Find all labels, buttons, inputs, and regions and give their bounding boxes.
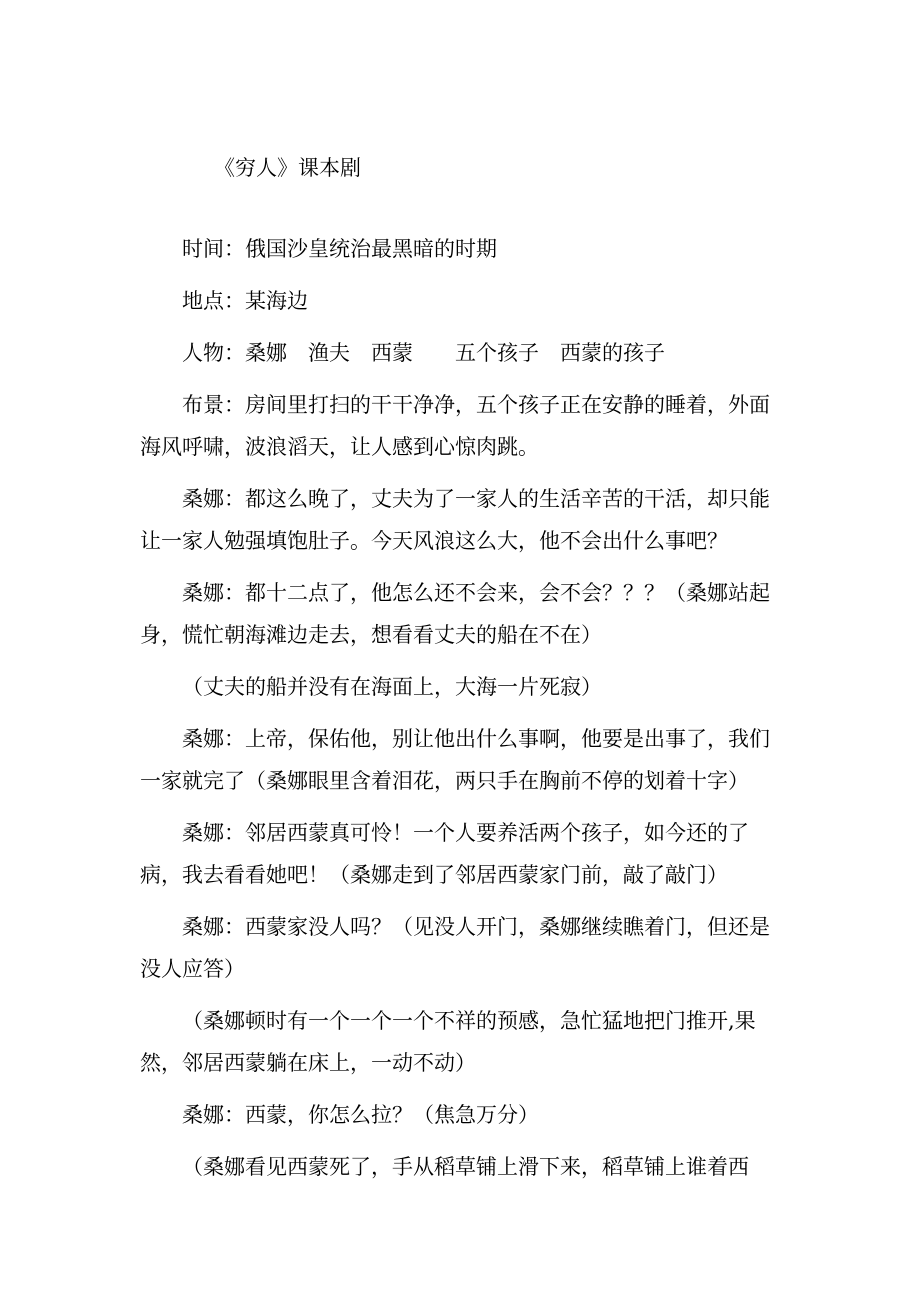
document-title: 《穷人》课本剧 <box>214 156 361 180</box>
paragraph: 桑娜：上帝，保佑他，别让他出什么事啊，他要是出事了，我们一家就完了（桑娜眼里含着泪花，两只手在胸前不停的划着十字） <box>140 727 770 793</box>
paragraph: 桑娜：都十二点了，他怎么还不会来，会不会？？？（桑娜站起身，慌忙朝海滩边走去，想看看丈夫的船在不在） <box>140 581 770 647</box>
paragraph: 桑娜：西蒙，你怎么拉？（焦急万分） <box>182 1103 539 1127</box>
paragraph-time: 时间：俄国沙皇统治最黑暗的时期 <box>182 237 497 261</box>
paragraph: 桑娜：都这么晚了，丈夫为了一家人的生活辛苦的干活，却只能让一家人勉强填饱肚子。今天风浪这么大，他不会出什么事吧？ <box>140 487 770 553</box>
paragraph: 桑娜：西蒙家没人吗？（见没人开门，桑娜继续瞧着门，但还是没人应答） <box>140 915 770 981</box>
paragraph: （丈夫的船并没有在海面上，大海一片死寂） <box>182 675 602 699</box>
paragraph-setting: 布景：房间里打扫的干干净净，五个孩子正在安静的睡着，外面海风呼啸，波浪滔天，让人感到心惊肉跳。 <box>140 393 770 459</box>
paragraph: （桑娜看见西蒙死了，手从稻草铺上滑下来，稻草铺上谁着西 <box>182 1155 749 1179</box>
paragraph: 桑娜：邻居西蒙真可怜！一个人要养活两个孩子，如今还的了病，我去看看她吧！（桑娜走到了邻居西蒙家门前，敲了敲门） <box>140 821 749 887</box>
document-body <box>140 228 780 1198</box>
paragraph-place: 地点：某海边 <box>182 289 308 313</box>
paragraph-characters: 人物：桑娜 渔夫 西蒙 五个孩子 西蒙的孩子 <box>182 341 665 365</box>
paragraph: （桑娜顿时有一个一个一个不祥的预感，急忙猛地把门推开,果然，邻居西蒙躺在床上，一动不动） <box>140 1009 756 1075</box>
